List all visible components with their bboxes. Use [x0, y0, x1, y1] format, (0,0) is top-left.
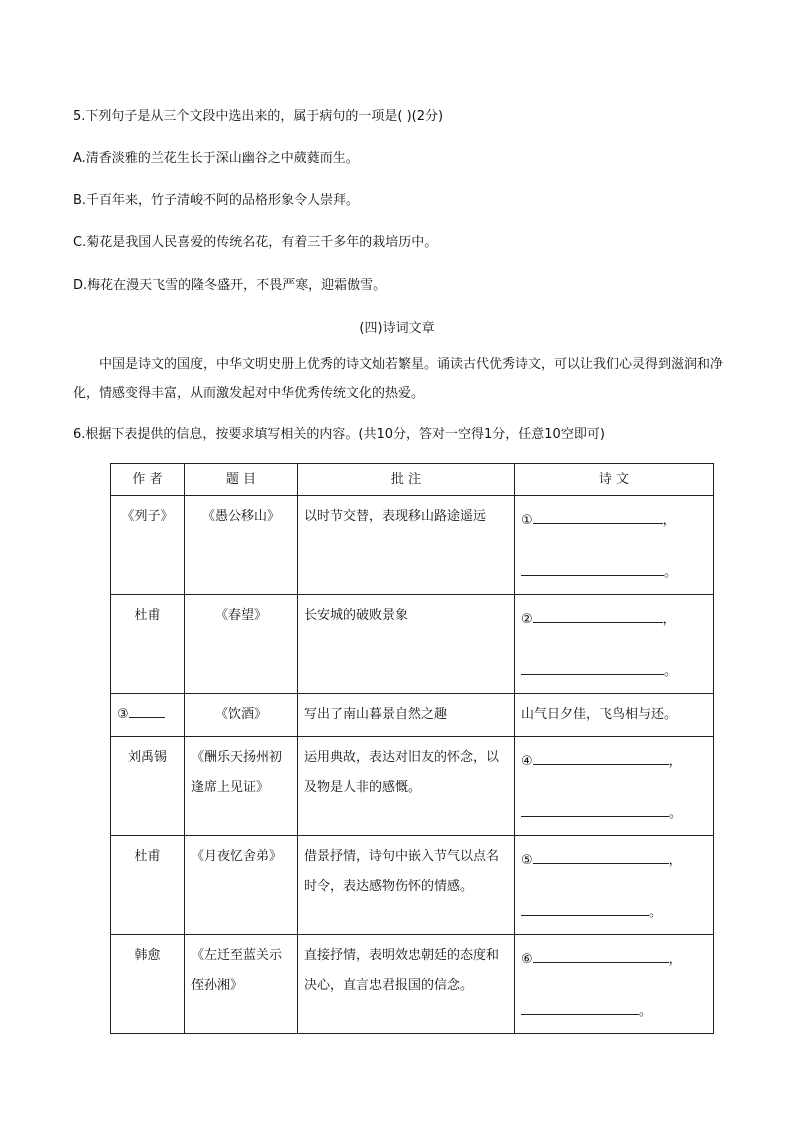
cell-title: 《春望》: [185, 595, 298, 694]
blank-marker: ③: [117, 707, 129, 722]
punct: ，: [662, 612, 676, 627]
answer-blank[interactable]: [533, 948, 669, 963]
answer-blank[interactable]: [129, 703, 165, 718]
answer-blank[interactable]: [533, 509, 663, 524]
cell-note: 以时节交替，表现移山路途遥远: [298, 496, 515, 595]
table-row: [111, 595, 714, 694]
cell-author-blank: [111, 694, 185, 737]
answer-blank[interactable]: [521, 901, 649, 916]
section-title: (四)诗词文章: [359, 321, 435, 336]
punct: ，: [668, 952, 682, 967]
table-row: [111, 737, 714, 836]
answer-blank[interactable]: [521, 802, 669, 817]
blank-marker: ①: [521, 513, 533, 528]
q5-stem: 5.下列句子是从三个文段中选出来的，属于病句的一项是( )(2分): [73, 109, 444, 124]
table-row: [111, 496, 714, 595]
answer-blank[interactable]: [521, 561, 664, 576]
cell-note: 写出了南山暮景自然之趣: [298, 694, 515, 737]
punct: 。: [664, 565, 678, 580]
cell-note: 借景抒情，诗句中嵌入节气以点名时令，表达感物伤怀的情感。: [298, 836, 515, 935]
cell-poem: 山气日夕佳，飞鸟相与还。: [515, 694, 714, 737]
section-intro: 中国是诗文的国度，中华文明史册上优秀的诗文灿若繁星。诵读古代优秀诗文，可以让我们心灵得到滋润和净化，情感变得丰富，从而激发起对中华优秀传统文化的热爱。: [73, 357, 724, 401]
cell-poem-blank: [515, 595, 714, 694]
answer-blank[interactable]: [521, 1000, 639, 1015]
punct: 。: [669, 806, 683, 821]
header-author: 作 者: [111, 464, 185, 496]
cell-title: 《酬乐天扬州初逢席上见证》: [185, 737, 298, 836]
blank-marker: ④: [521, 754, 533, 769]
q5-option-d: D.梅花在漫天飞雪的隆冬盛开，不畏严寒，迎霜傲雪。: [73, 278, 387, 293]
punct: ，: [668, 754, 682, 769]
punct: ，: [662, 513, 676, 528]
cell-author: 《列子》: [111, 496, 185, 595]
cell-title: 《愚公移山》: [185, 496, 298, 595]
cell-title: 《左迁至蓝关示侄孙湘》: [185, 935, 298, 1034]
blank-marker: ⑤: [521, 853, 533, 868]
cell-poem-blank: [515, 935, 714, 1034]
header-poem: 诗 文: [515, 464, 714, 496]
cell-author: 杜甫: [111, 836, 185, 935]
blank-marker: ②: [521, 612, 533, 627]
table-row: [111, 935, 714, 1034]
cell-title: 《饮酒》: [185, 694, 298, 737]
cell-title: 《月夜忆舍弟》: [185, 836, 298, 935]
header-note: 批 注: [298, 464, 515, 496]
punct: ，: [668, 853, 682, 868]
cell-author: 杜甫: [111, 595, 185, 694]
answer-blank[interactable]: [533, 750, 669, 765]
table-row: [111, 836, 714, 935]
q5-option-a: A.清香淡雅的兰花生长于深山幽谷之中葳蕤而生。: [73, 151, 359, 166]
punct: 。: [649, 905, 663, 920]
cell-note: 直接抒情，表明效忠朝廷的态度和决心，直言忠君报国的信念。: [298, 935, 515, 1034]
table-row: [111, 694, 714, 737]
table-header-row: [111, 464, 714, 496]
answer-blank[interactable]: [533, 849, 669, 864]
cell-poem-blank: [515, 836, 714, 935]
punct: 。: [639, 1004, 653, 1019]
q6-stem: 6.根据下表提供的信息，按要求填写相关的内容。(共10分，答对一空得1分，任意10空即可): [73, 427, 605, 442]
cell-author: 韩愈: [111, 935, 185, 1034]
header-title: 题 目: [185, 464, 298, 496]
cell-poem-blank: [515, 496, 714, 595]
cell-poem-blank: [515, 737, 714, 836]
answer-blank[interactable]: [533, 608, 663, 623]
poem-table: [110, 463, 714, 1034]
q5-option-c: C.菊花是我国人民喜爱的传统名花，有着三千多年的栽培历中。: [73, 235, 438, 250]
cell-note: 长安城的破败景象: [298, 595, 515, 694]
q5-option-b: B.千百年来，竹子清峻不阿的品格形象令人崇拜。: [73, 193, 360, 208]
blank-marker: ⑥: [521, 952, 533, 967]
cell-author: 刘禹锡: [111, 737, 185, 836]
answer-blank[interactable]: [521, 660, 664, 675]
cell-note: 运用典故，表达对旧友的怀念，以及物是人非的感慨。: [298, 737, 515, 836]
punct: 。: [664, 664, 678, 679]
